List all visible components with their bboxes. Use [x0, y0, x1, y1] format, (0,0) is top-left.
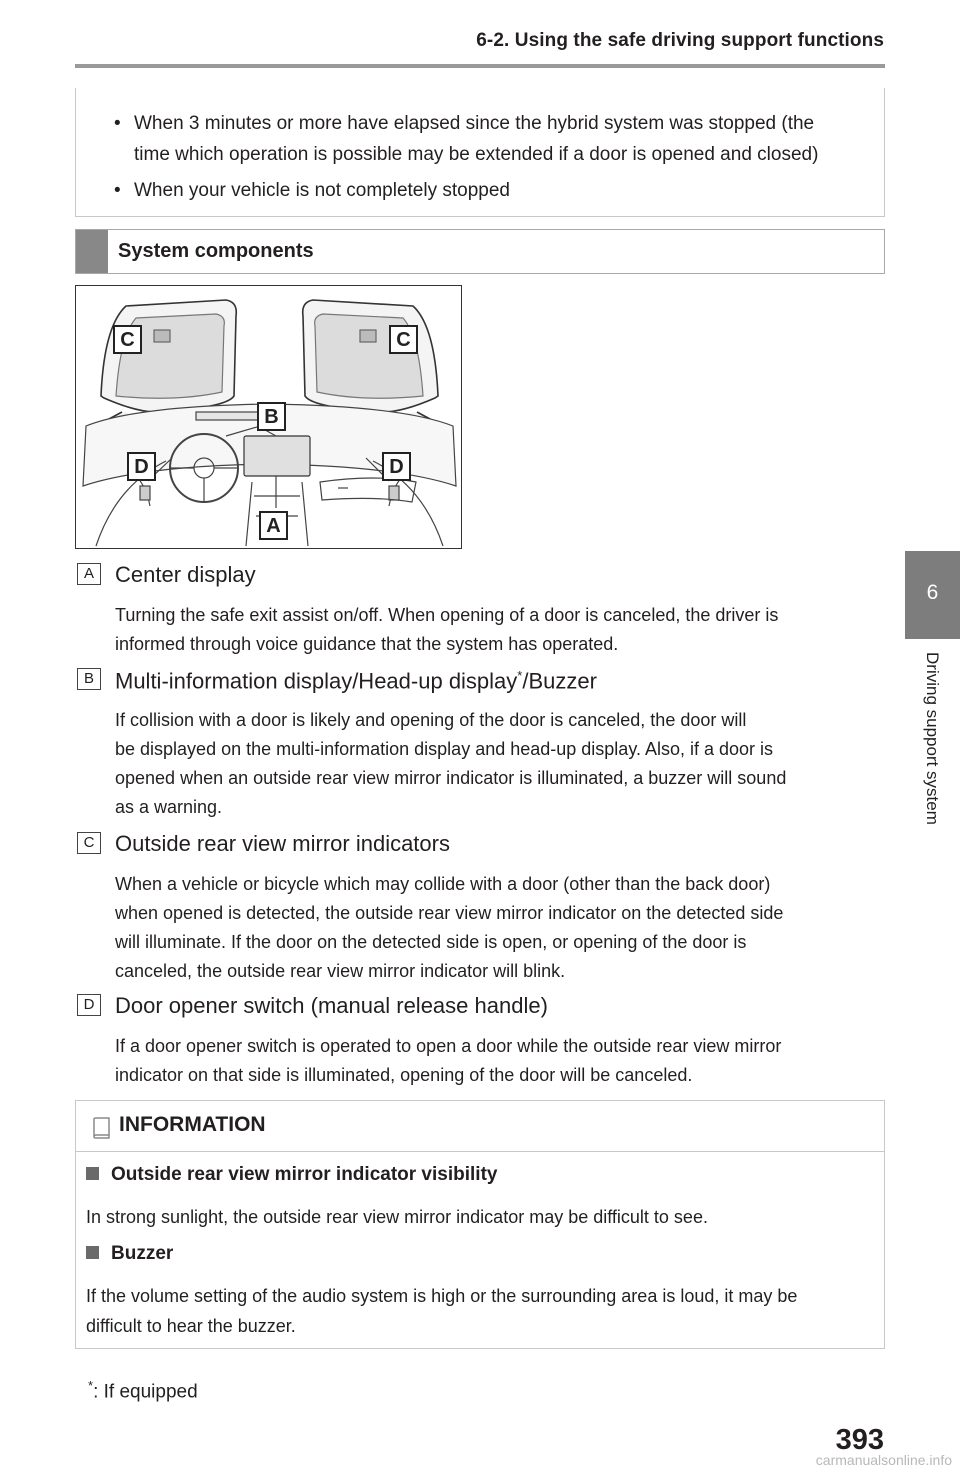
item-title-mirror-indicators: Outside rear view mirror indicators: [115, 831, 450, 856]
item-letter-c: C: [77, 832, 101, 854]
square-bullet-icon: [86, 1246, 99, 1259]
body-line: Turning the safe exit assist on/off. When opening of a door is canceled, the driver is: [115, 605, 779, 625]
body-line: canceled, the outside rear view mirror indicator will blink.: [115, 961, 566, 981]
footnote-marker: *: [88, 1378, 94, 1393]
body-line: opened when an outside rear view mirror indicator is illuminated, a buzzer will sound: [115, 768, 787, 788]
item-letter-a: A: [77, 563, 101, 585]
info-subheading: [86, 1243, 173, 1265]
body-line: will illuminate. If the door on the detected side is open, or opening of the door is: [115, 932, 747, 952]
item-body-mirror-indicators: [115, 870, 870, 986]
info-line: If the volume setting of the audio system is high or the surrounding area is loud, it may be: [86, 1286, 798, 1306]
book-icon: [92, 1117, 112, 1139]
body-line: as a warning.: [115, 797, 223, 817]
item-letter-b: B: [77, 668, 101, 690]
information-heading: INFORMATION: [119, 1113, 266, 1136]
info-paragraph: In strong sunlight, the outside rear view mirror indicator may be difficult to see.: [86, 1207, 708, 1227]
bullet-line: time which operation is possible may be extended if a door is opened and closed): [134, 144, 819, 165]
body-line: When a vehicle or bicycle which may collide with a door (other than the back door): [115, 874, 771, 894]
callout-b: B: [264, 406, 279, 428]
square-bullet-icon: [86, 1167, 99, 1180]
bullet-line: When 3 minutes or more have elapsed since the hybrid system was stopped (the: [134, 113, 815, 134]
page-number: 393: [835, 1424, 884, 1456]
footnote-marker: *: [517, 668, 523, 683]
body-line: be displayed on the multi-information display and head-up display. Also, if a door is: [115, 739, 774, 759]
section-heading-marker: [76, 230, 108, 273]
bullet-item: [134, 108, 864, 170]
bullet-item: • When your vehicle is not completely stopped: [134, 175, 864, 206]
item-title-part: /Buzzer: [522, 668, 597, 694]
info-subheading-text: Buzzer: [111, 1243, 174, 1264]
system-components-illustration: [75, 285, 462, 549]
callout-d-right: D: [389, 456, 404, 478]
item-title-door-opener-switch: Door opener switch (manual release handle): [115, 993, 548, 1018]
info-paragraph: [86, 1281, 876, 1341]
item-body-center-display: [115, 601, 870, 659]
header-title: 6-2. Using the safe driving support functions: [476, 30, 884, 51]
body-line: indicator on that side is illuminated, opening of the door will be canceled.: [115, 1065, 693, 1085]
footnote-text: : If equipped: [93, 1381, 198, 1403]
item-title-part: Multi-information display/Head-up display: [115, 668, 518, 694]
callout-c-left: C: [120, 329, 135, 351]
information-header: [76, 1101, 884, 1152]
body-line: informed through voice guidance that the system has operated.: [115, 634, 619, 654]
callout-a: A: [266, 515, 281, 537]
footnote: [88, 1378, 198, 1403]
callout-d-left: D: [134, 456, 149, 478]
section-heading: [75, 229, 885, 274]
item-title-multi-information-display: [115, 668, 597, 694]
chapter-tab: [905, 551, 960, 639]
continued-conditions-box: [75, 88, 885, 217]
info-subheading-text: Outside rear view mirror indicator visibility: [111, 1164, 498, 1185]
body-line: If a door opener switch is operated to open a door while the outside rear view mirror: [115, 1036, 782, 1056]
callout-c-right: C: [396, 329, 411, 351]
information-box: [75, 1100, 885, 1349]
info-line: difficult to hear the buzzer.: [86, 1316, 296, 1336]
item-body-multi-information-display: [115, 706, 870, 822]
header-rule: [75, 64, 885, 68]
body-line: when opened is detected, the outside rear view mirror indicator on the detected side: [115, 903, 784, 923]
item-body-door-opener-switch: [115, 1032, 870, 1090]
chapter-label: [906, 652, 958, 852]
chapter-label-text: Driving support system: [923, 652, 942, 825]
dashboard-illustration: [76, 286, 462, 549]
section-heading-title: System components: [118, 240, 314, 262]
item-letter-d: D: [77, 994, 101, 1016]
watermark: carmanualsonline.info: [815, 1452, 952, 1468]
info-subheading: [86, 1164, 497, 1186]
chapter-number: 6: [926, 581, 939, 604]
item-title-center-display: Center display: [115, 562, 256, 587]
body-line: If collision with a door is likely and opening of the door is canceled, the door will: [115, 710, 747, 730]
